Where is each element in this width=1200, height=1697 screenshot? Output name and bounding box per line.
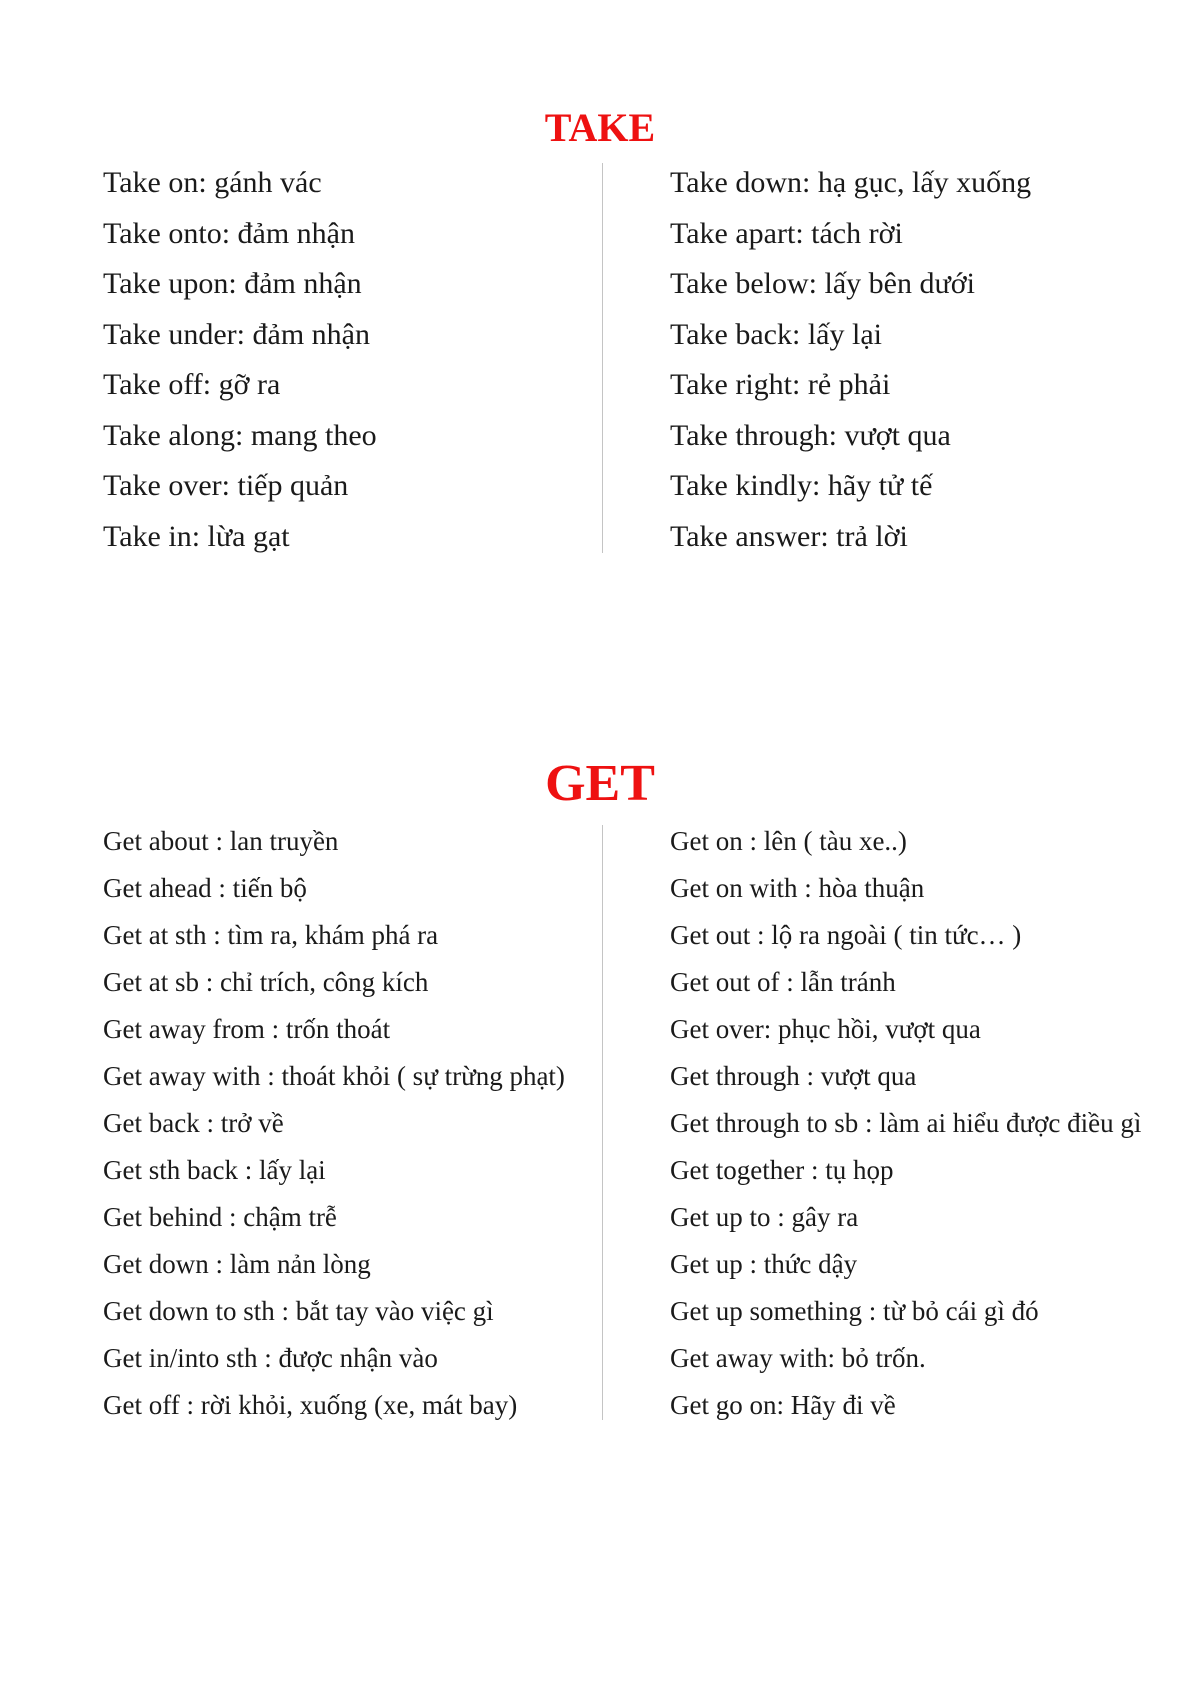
- list-item: Get through to sb : làm ai hiểu được điều gì: [670, 1108, 1142, 1138]
- list-item: Get up to : gây ra: [670, 1202, 859, 1232]
- list-item: Get about : lan truyền: [103, 826, 339, 856]
- list-item: Get up something : từ bỏ cái gì đó: [670, 1296, 1039, 1326]
- list-item: Get through : vượt qua: [670, 1061, 917, 1091]
- list-item: Take on: gánh vác: [103, 166, 322, 199]
- list-item: Get away from : trốn thoát: [103, 1014, 391, 1044]
- list-item: Take right: rẻ phải: [670, 368, 891, 401]
- list-item: Get out : lộ ra ngoài ( tin tức… ): [670, 920, 1022, 950]
- list-item: Take back: lấy lại: [670, 317, 882, 351]
- list-item: Take apart: tách rời: [670, 216, 903, 250]
- list-item: Take upon: đảm nhận: [103, 267, 362, 300]
- list-item: Get back : trở về: [103, 1108, 284, 1138]
- list-item: Get in/into sth : được nhận vào: [103, 1343, 438, 1373]
- list-item: Get sth back : lấy lại: [103, 1155, 326, 1185]
- list-item: Take through: vượt qua: [670, 418, 951, 452]
- list-item: Take off: gỡ ra: [103, 368, 281, 401]
- take-section-title: TAKE: [544, 105, 656, 150]
- list-item: Get go on: Hãy đi về: [670, 1390, 896, 1420]
- list-item: Get off : rời khỏi, xuống (xe, mát bay): [103, 1390, 518, 1420]
- list-item: Get at sb : chỉ trích, công kích: [103, 967, 429, 997]
- list-item: Get down : làm nản lòng: [103, 1249, 371, 1279]
- list-item: Take under: đảm nhận: [103, 317, 370, 351]
- list-item: Take down: hạ gục, lấy xuống: [670, 166, 1032, 199]
- list-item: Get away with : thoát khỏi ( sự trừng phạt): [103, 1061, 565, 1091]
- list-item: Take below: lấy bên dưới: [670, 267, 975, 300]
- list-item: Take answer: trả lời: [670, 519, 908, 553]
- list-item: Get behind : chậm trễ: [103, 1202, 337, 1232]
- list-item: Take kindly: hãy tử tế: [670, 469, 933, 502]
- get-right-column: [670, 818, 1141, 1429]
- get-left-column: [103, 818, 565, 1429]
- take-left-column: [103, 158, 377, 562]
- list-item: Get out of : lẫn tránh: [670, 967, 896, 997]
- take-right-column: [670, 158, 1031, 562]
- list-item: Take along: mang theo: [103, 418, 377, 452]
- get-section-title: GET: [545, 755, 655, 812]
- list-item: Get down to sth : bắt tay vào việc gì: [103, 1296, 494, 1326]
- list-item: Take onto: đảm nhận: [103, 216, 355, 250]
- list-item: Get ahead : tiến bộ: [103, 873, 307, 903]
- list-item: Take over: tiếp quản: [103, 469, 349, 502]
- list-item: Get together : tụ họp: [670, 1155, 894, 1185]
- list-item: Get up : thức dậy: [670, 1249, 858, 1279]
- take-column-divider: [602, 163, 603, 553]
- get-column-divider: [602, 825, 603, 1420]
- list-item: Get at sth : tìm ra, khám phá ra: [103, 920, 439, 950]
- list-item: Get on : lên ( tàu xe..): [670, 826, 907, 856]
- list-item: Get on with : hòa thuận: [670, 873, 925, 903]
- list-item: Get over: phục hồi, vượt qua: [670, 1014, 981, 1044]
- list-item: Get away with: bỏ trốn.: [670, 1343, 926, 1373]
- list-item: Take in: lừa gạt: [103, 519, 290, 553]
